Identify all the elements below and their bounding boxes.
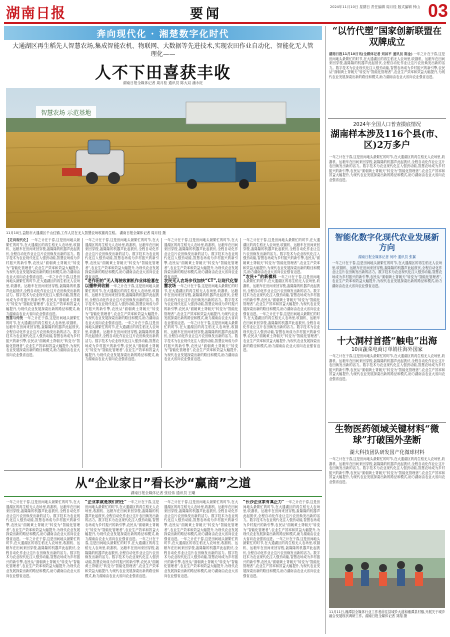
story4-body: 一年之计在于春,这是田间地头最繁忙的时节,在大通湖区的再生稻无人农场里,收割机、运粮车在田间来回穿梭,轰隆隆的机器声此起彼伏,全程自动化作业让这片农田焕发出新的活力。数字技术为农业现代化注入强劲动能,智慧农场成为乡村振兴的新引擎,农民从“面朝黄土背朝天”转变为“智能化管理者”,农业生产效率和效益大幅提升,为现代农业发展探索出新的路径和模式,助力湖南由农业大省向农业强省迈进。	[329, 457, 445, 484]
story3-body: 一年之计在于春,这是田间地头最繁忙的时节,在大通湖区的再生稻无人农场里,收割机、运粮车在田间来回穿梭,轰隆隆的机器声此起彼伏,全程自动化作业让这片农田焕发出新的活力。数字技术为农业现代化注入强劲动能,智慧农场成为乡村振兴的新引擎,农民从“面朝黄土背朝天”转变为“智能化管理者”,农业生产效率和效益大幅提升,为现代农业发展探索出新的路径和模式,助力湖南由农业大省向农业强省迈进。	[329, 354, 445, 381]
newspaper-logo: 湖南日报	[6, 6, 66, 22]
photo-caption: 11月10日,益阳市大通湖区千山红镇,工作人员在无人智慧农场收割再生稻。 湖南日报全媒体记者 周月桂 摄	[6, 231, 166, 235]
lead-column-2: 一年之计在于春,这是田间地头最繁忙的时节,在大通湖区的再生稻无人农场里,收割机、运粮车在田间来回穿梭,轰隆隆的机器声此起彼伏,全程自动化作业让这片农田焕发出新的活力。数字技术为农业现代化注入强劲动能,智慧农场成为乡村振兴的新引擎,农民从“面朝黄土背朝天”转变为“智能化管理者”,农业生产效率和效益大幅提升,为现代农业发展探索出新的路径和模式,助力湖南由农业大省向农业强省迈进。 “老作田的”无人驾驶收割机作业体验喜在以播种到收割 一年之计在于春,这是田间地头最繁忙的时节,在大通湖区的再生稻无人农场里,收割机、运粮车在田间来回穿梭,轰隆隆的机器声此起彼伏,全程自动化作业让这片农田焕发出新的活力。数字技术为农业现代化注入强劲动能,智慧农场成为乡村振兴的新引擎,农民从“面朝黄土背朝天”转变为“智能化管理者”,农业生产效率和效益大幅提升,为现代农业发展探索出新的路径和模式,助力湖南由农业大省向农业强省迈进。一年之计在于春,这是田间地头最繁忙的时节,在大通湖区的再生稻无人农场里,收割机、运粮车在田间来回穿梭,轰隆隆的机器声此起彼伏,全程自动化作业让这片农田焕发出新的活力。数字技术为农业现代化注入强劲动能,智慧农场成为乡村振兴的新引擎,农民从“面朝黄土背朝天”转变为“智能化管理者”,农业生产效率和效益大幅提升,为现代农业发展探索出新的路径和模式,助力湖南由农业大省向农业强省迈进。	[85, 238, 159, 362]
section-subhead: 农民无人农场步伐加快“CT”,让现代化智慧农场	[164, 278, 238, 288]
page-number: 03	[428, 1, 449, 21]
section-subhead: “老作田的”无人驾驶收割机作业体验喜在以播种到收割	[85, 278, 159, 288]
lower-column-3: 一年之计在于春,这是田间地头最繁忙的时节,在大通湖区的再生稻无人农场里,收割机、运粮车在田间来回穿梭,轰隆隆的机器声此起彼伏,全程自动化作业让这片农田焕发出新的活力。数字技术为农业现代化注入强劲动能,智慧农场成为乡村振兴的新引擎,农民从“面朝黄土背朝天”转变为“智能化管理者”,农业生产效率和效益大幅提升,为现代农业发展探索出新的路径和模式,助力湖南由农业大省向农业强省迈进。一年之计在于春,这是田间地头最繁忙的时节,在大通湖区的再生稻无人农场里,收割机、运粮车在田间来回穿梭,轰隆隆的机器声此起彼伏,全程自动化作业让这片农田焕发出新的活力。数字技术为农业现代化注入强劲动能,智慧农场成为乡村振兴的新引擎,农民从“面朝黄土背朝天”转变为“智能化管理者”,农业生产效率和效益大幅提升,为现代农业发展探索出新的路径和模式,助力湖南由农业大省向农业强省迈进。	[164, 500, 238, 578]
lead-subhead: 大通湖区再生稻先人智慧农场,集成智能农机、物联网、大数据等先进技术,实现农田作业自动化、智能化无人管理化——	[12, 43, 314, 58]
lead-column-4: 一年之计在于春,这是田间地头最繁忙的时节,在大通湖区的再生稻无人农场里,收割机、运粮车在田间来回穿梭,轰隆隆的机器声此起彼伏,全程自动化作业让这片农田焕发出新的活力。数字技术为农业现代化注入强劲动能,智慧农场成为乡村振兴的新引擎,农民从“面朝黄土背朝天”转变为“智能化管理者”,农业生产效率和效益大幅提升,为现代农业发展探索出新的路径和模式,助力湖南由农业大省向农业强省迈进。 “农民+”的新模样 一年之计在于春,这是田间地头最繁忙的时节,在大通湖区的再生稻无人农场里,收割机、运粮车在田间来回穿梭,轰隆隆的机器声此起彼伏,全程自动化作业让这片农田焕发出新的活力。数字技术为农业现代化注入强劲动能,智慧农场成为乡村振兴的新引擎,农民从“面朝黄土背朝天”转变为“智能化管理者”,农业生产效率和效益大幅提升,为现代农业发展探索出新的路径和模式,助力湖南由农业大省向农业强省迈进。一年之计在于春,这是田间地头最繁忙的时节,在大通湖区的再生稻无人农场里,收割机、运粮车在田间来回穿梭,轰隆隆的机器声此起彼伏,全程自动化作业让这片农田焕发出新的活力。数字技术为农业现代化注入强劲动能,智慧农场成为乡村振兴的新引擎,农民从“面朝黄土背朝天”转变为“智能化管理者”,农业生产效率和效益大幅提升,为现代农业发展探索出新的路径和模式,助力湖南由农业大省向农业强省迈进。	[243, 238, 320, 353]
story3-headline: 十大洞村首搭“触电”出海	[336, 337, 438, 347]
lead-headline: 人不下田喜获丰收	[94, 63, 231, 82]
story4-subtitle: 湖大科技团队研发国产化微球材料	[349, 450, 425, 456]
section-subhead: “企业家就是我们的任”	[85, 500, 127, 504]
section-marker: 【走向现代化】	[6, 238, 30, 242]
section-subhead: “农民+”的新模样	[243, 273, 277, 279]
lead-photo	[6, 88, 320, 228]
section-subhead: 智慧与传统	[6, 316, 24, 321]
banner-title: 奔向现代化 · 湘楚数字化时代	[96, 30, 230, 40]
masthead	[0, 0, 450, 24]
story4-headline: 生物医药领域关键材料“微球”打破国外垄断	[334, 425, 440, 446]
lower-column-2: “企业家就是我们的任” 一年之计在于春,这是田间地头最繁忙的时节,在大通湖区的再生稻无人农场里,收割机、运粮车在田间来回穿梭,轰隆隆的机器声此起彼伏,全程自动化作业让这片农田焕发出新的活力。数字技术为农业现代化注入强劲动能,智慧农场成为乡村振兴的新引擎,农民从“面朝黄土背朝天”转变为“智能化管理者”,农业生产效率和效益大幅提升,为现代农业发展探索出新的路径和模式,助力湖南由农业大省向农业强省迈进。一年之计在于春,这是田间地头最繁忙的时节,在大通湖区的再生稻无人农场里,收割机、运粮车在田间来回穿梭,轰隆隆的机器声此起彼伏,全程自动化作业让这片农田焕发出新的活力。数字技术为农业现代化注入强劲动能,智慧农场成为乡村振兴的新引擎,农民从“面朝黄土背朝天”转变为“智能化管理者”,农业生产效率和效益大幅提升,为现代农业发展探索出新的路径和模式,助力湖南由农业大省向农业强省迈进。	[85, 500, 159, 578]
edition-info: 2024年11月10日 星期日 责任编辑 周月桂 版式编辑 钟山	[330, 5, 420, 9]
lower-column-4: “长沙企业家有真正力” 一年之计在于春,这是田间地头最繁忙的时节,在大通湖区的再生稻无人农场里,收割机、运粮车在田间来回穿梭,轰隆隆的机器声此起彼伏,全程自动化作业让这片农田焕发出新的活力。数字技术为农业现代化注入强劲动能,智慧农场成为乡村振兴的新引擎,农民从“面朝黄土背朝天”转变为“智能化管理者”,农业生产效率和效益大幅提升,为现代农业发展探索出新的路径和模式,助力湖南由农业大省向农业强省迈进。一年之计在于春,这是田间地头最繁忙的时节,在大通湖区的再生稻无人农场里,收割机、运粮车在田间来回穿梭,轰隆隆的机器声此起彼伏,全程自动化作业让这片农田焕发出新的活力。数字技术为农业现代化注入强劲动能,智慧农场成为乡村振兴的新引擎,农民从“面朝黄土背朝天”转变为“智能化管理者”,农业生产效率和效益大幅提升,为现代农业发展探索出新的路径和模式,助力湖南由农业大省向农业强省迈进。	[243, 500, 320, 578]
masthead-rule	[4, 22, 446, 24]
story2-body: 一年之计在于春,这是田间地头最繁忙的时节,在大通湖区的再生稻无人农场里,收割机、运粮车在田间来回穿梭,轰隆隆的机器声此起彼伏,全程自动化作业让这片农田焕发出新的活力。数字技术为农业现代化注入强劲动能,智慧农场成为乡村振兴的新引擎,农民从“面朝黄土背朝天”转变为“智能化管理者”,农业生产效率和效益大幅提升,为现代农业发展探索出新的路径和模式,助力湖南由农业大省向农业强省迈进。	[329, 155, 445, 182]
story3-subtitle: 10亩蔬菜电商订单销往海外国家	[351, 347, 423, 353]
section-subhead: “长沙企业家有真正力”	[243, 500, 285, 504]
feature-box-byline: 湖南日报全媒体记者 何玲 通讯员 张翼	[358, 255, 416, 259]
section-title: 要闻	[190, 7, 223, 22]
farm-sign-text: 智慧农场 示范基地	[41, 110, 91, 117]
right-photo	[329, 530, 445, 608]
lead-column-1: 【走向现代化】 一年之计在于春,这是田间地头最繁忙的时节,在大通湖区的再生稻无人农场里,收割机、运粮车在田间来回穿梭,轰隆隆的机器声此起彼伏,全程自动化作业让这片农田焕发出新的活力。数字技术为农业现代化注入强劲动能,智慧农场成为乡村振兴的新引擎,农民从“面朝黄土背朝天”转变为“智能化管理者”,农业生产效率和效益大幅提升,为现代农业发展探索出新的路径和模式,助力湖南由农业大省向农业强省迈进。一年之计在于春,这是田间地头最繁忙的时节,在大通湖区的再生稻无人农场里,收割机、运粮车在田间来回穿梭,轰隆隆的机器声此起彼伏,全程自动化作业让这片农田焕发出新的活力。数字技术为农业现代化注入强劲动能,智慧农场成为乡村振兴的新引擎,农民从“面朝黄土背朝天”转变为“智能化管理者”,农业生产效率和效益大幅提升,为现代农业发展探索出新的路径和模式,助力湖南由农业大省向农业强省迈进。 智慧与传统 一年之计在于春,这是田间地头最繁忙的时节,在大通湖区的再生稻无人农场里,收割机、运粮车在田间来回穿梭,轰隆隆的机器声此起彼伏,全程自动化作业让这片农田焕发出新的活力。数字技术为农业现代化注入强劲动能,智慧农场成为乡村振兴的新引擎,农民从“面朝黄土背朝天”转变为“智能化管理者”,农业生产效率和效益大幅提升,为现代农业发展探索出新的路径和模式,助力湖南由农业大省向农业强省迈进。	[6, 238, 80, 357]
lower-byline: 湖南日报全媒体记者 张佳伟 通讯员 王曦	[130, 491, 196, 495]
story2-kicker: 2024年全国人口普查摸底情况	[353, 122, 421, 128]
lower-column-1: 一年之计在于春,这是田间地头最繁忙的时节,在大通湖区的再生稻无人农场里,收割机、运粮车在田间来回穿梭,轰隆隆的机器声此起彼伏,全程自动化作业让这片农田焕发出新的活力。数字技术为农业现代化注入强劲动能,智慧农场成为乡村振兴的新引擎,农民从“面朝黄土背朝天”转变为“智能化管理者”,农业生产效率和效益大幅提升,为现代农业发展探索出新的路径和模式,助力湖南由农业大省向农业强省迈进。一年之计在于春,这是田间地头最繁忙的时节,在大通湖区的再生稻无人农场里,收割机、运粮车在田间来回穿梭,轰隆隆的机器声此起彼伏,全程自动化作业让这片农田焕发出新的活力。数字技术为农业现代化注入强劲动能,智慧农场成为乡村振兴的新引擎,农民从“面朝黄土背朝天”转变为“智能化管理者”,农业生产效率和效益大幅提升,为现代农业发展探索出新的路径和模式,助力湖南由农业大省向农业强省迈进。	[6, 500, 80, 578]
lead-byline: 湖南日报全媒体记者 周月桂 通讯员 陈大双 潘永旺	[122, 81, 204, 85]
feature-box-title: 智能化数字化现代农业发展新方向	[335, 232, 439, 252]
right-photo-caption: 11月11日,湘潭县全媒体行业工作者前往县城乡大道和湘潭县村镇,开展关于城乡融合发展现状调研工作。湖南日报全媒体记者 刘翔 摄	[329, 610, 445, 619]
story1-body: 湖南日报11月10日讯(全媒体记者 刘昌平 通讯员 陈金) 一年之计在于春,这是田间地头最繁忙的时节,在大通湖区的再生稻无人农场里,收割机、运粮车在田间来回穿梭,轰隆隆的机器声此起彼伏,全程自动化作业让这片农田焕发出新的活力。数字技术为农业现代化注入强劲动能,智慧农场成为乡村振兴的新引擎,农民从“面朝黄土背朝天”转变为“智能化管理者”,农业生产效率和效益大幅提升,为现代农业发展探索出新的路径和模式,助力湖南由农业大省向农业强省迈进。	[329, 52, 445, 79]
feature-box-body: 一年之计在于春,这是田间地头最繁忙的时节,在大通湖区的再生稻无人农场里,收割机、运粮车在田间来回穿梭,轰隆隆的机器声此起彼伏,全程自动化作业让这片农田焕发出新的活力。数字技术为农业现代化注入强劲动能,智慧农场成为乡村振兴的新引擎,农民从“面朝黄土背朝天”转变为“智能化管理者”,农业生产效率和效益大幅提升,为现代农业发展探索出新的路径和模式,助力湖南由农业大省向农业强省迈进。	[332, 261, 442, 288]
farm-harvest-image	[6, 88, 320, 228]
lead-column-3: 一年之计在于春,这是田间地头最繁忙的时节,在大通湖区的再生稻无人农场里,收割机、运粮车在田间来回穿梭,轰隆隆的机器声此起彼伏,全程自动化作业让这片农田焕发出新的活力。数字技术为农业现代化注入强劲动能,智慧农场成为乡村振兴的新引擎,农民从“面朝黄土背朝天”转变为“智能化管理者”,农业生产效率和效益大幅提升,为现代农业发展探索出新的路径和模式,助力湖南由农业大省向农业强省迈进。 农民无人农场步伐加快“CT”,让现代化智慧农场 一年之计在于春,这是田间地头最繁忙的时节,在大通湖区的再生稻无人农场里,收割机、运粮车在田间来回穿梭,轰隆隆的机器声此起彼伏,全程自动化作业让这片农田焕发出新的活力。数字技术为农业现代化注入强劲动能,智慧农场成为乡村振兴的新引擎,农民从“面朝黄土背朝天”转变为“智能化管理者”,农业生产效率和效益大幅提升,为现代农业发展探索出新的路径和模式,助力湖南由农业大省向农业强省迈进。一年之计在于春,这是田间地头最繁忙的时节,在大通湖区的再生稻无人农场里,收割机、运粮车在田间来回穿梭,轰隆隆的机器声此起彼伏,全程自动化作业让这片农田焕发出新的活力。数字技术为农业现代化注入强劲动能,智慧农场成为乡村振兴的新引擎,农民从“面朝黄土背朝天”转变为“智能化管理者”,农业生产效率和效益大幅提升,为现代农业发展探索出新的路径和模式,助力湖南由农业大省向农业强省迈进。	[164, 238, 238, 362]
lower-headline: 从“企业家日”看长沙“赢商”之道	[75, 476, 251, 490]
story2-headline: 湖南样本涉及116个县(市、区)2万多户	[330, 130, 444, 151]
event-photo-image	[329, 530, 445, 608]
story1-headline: “以竹代塑”国家创新联盟在双牌成立	[332, 27, 442, 48]
